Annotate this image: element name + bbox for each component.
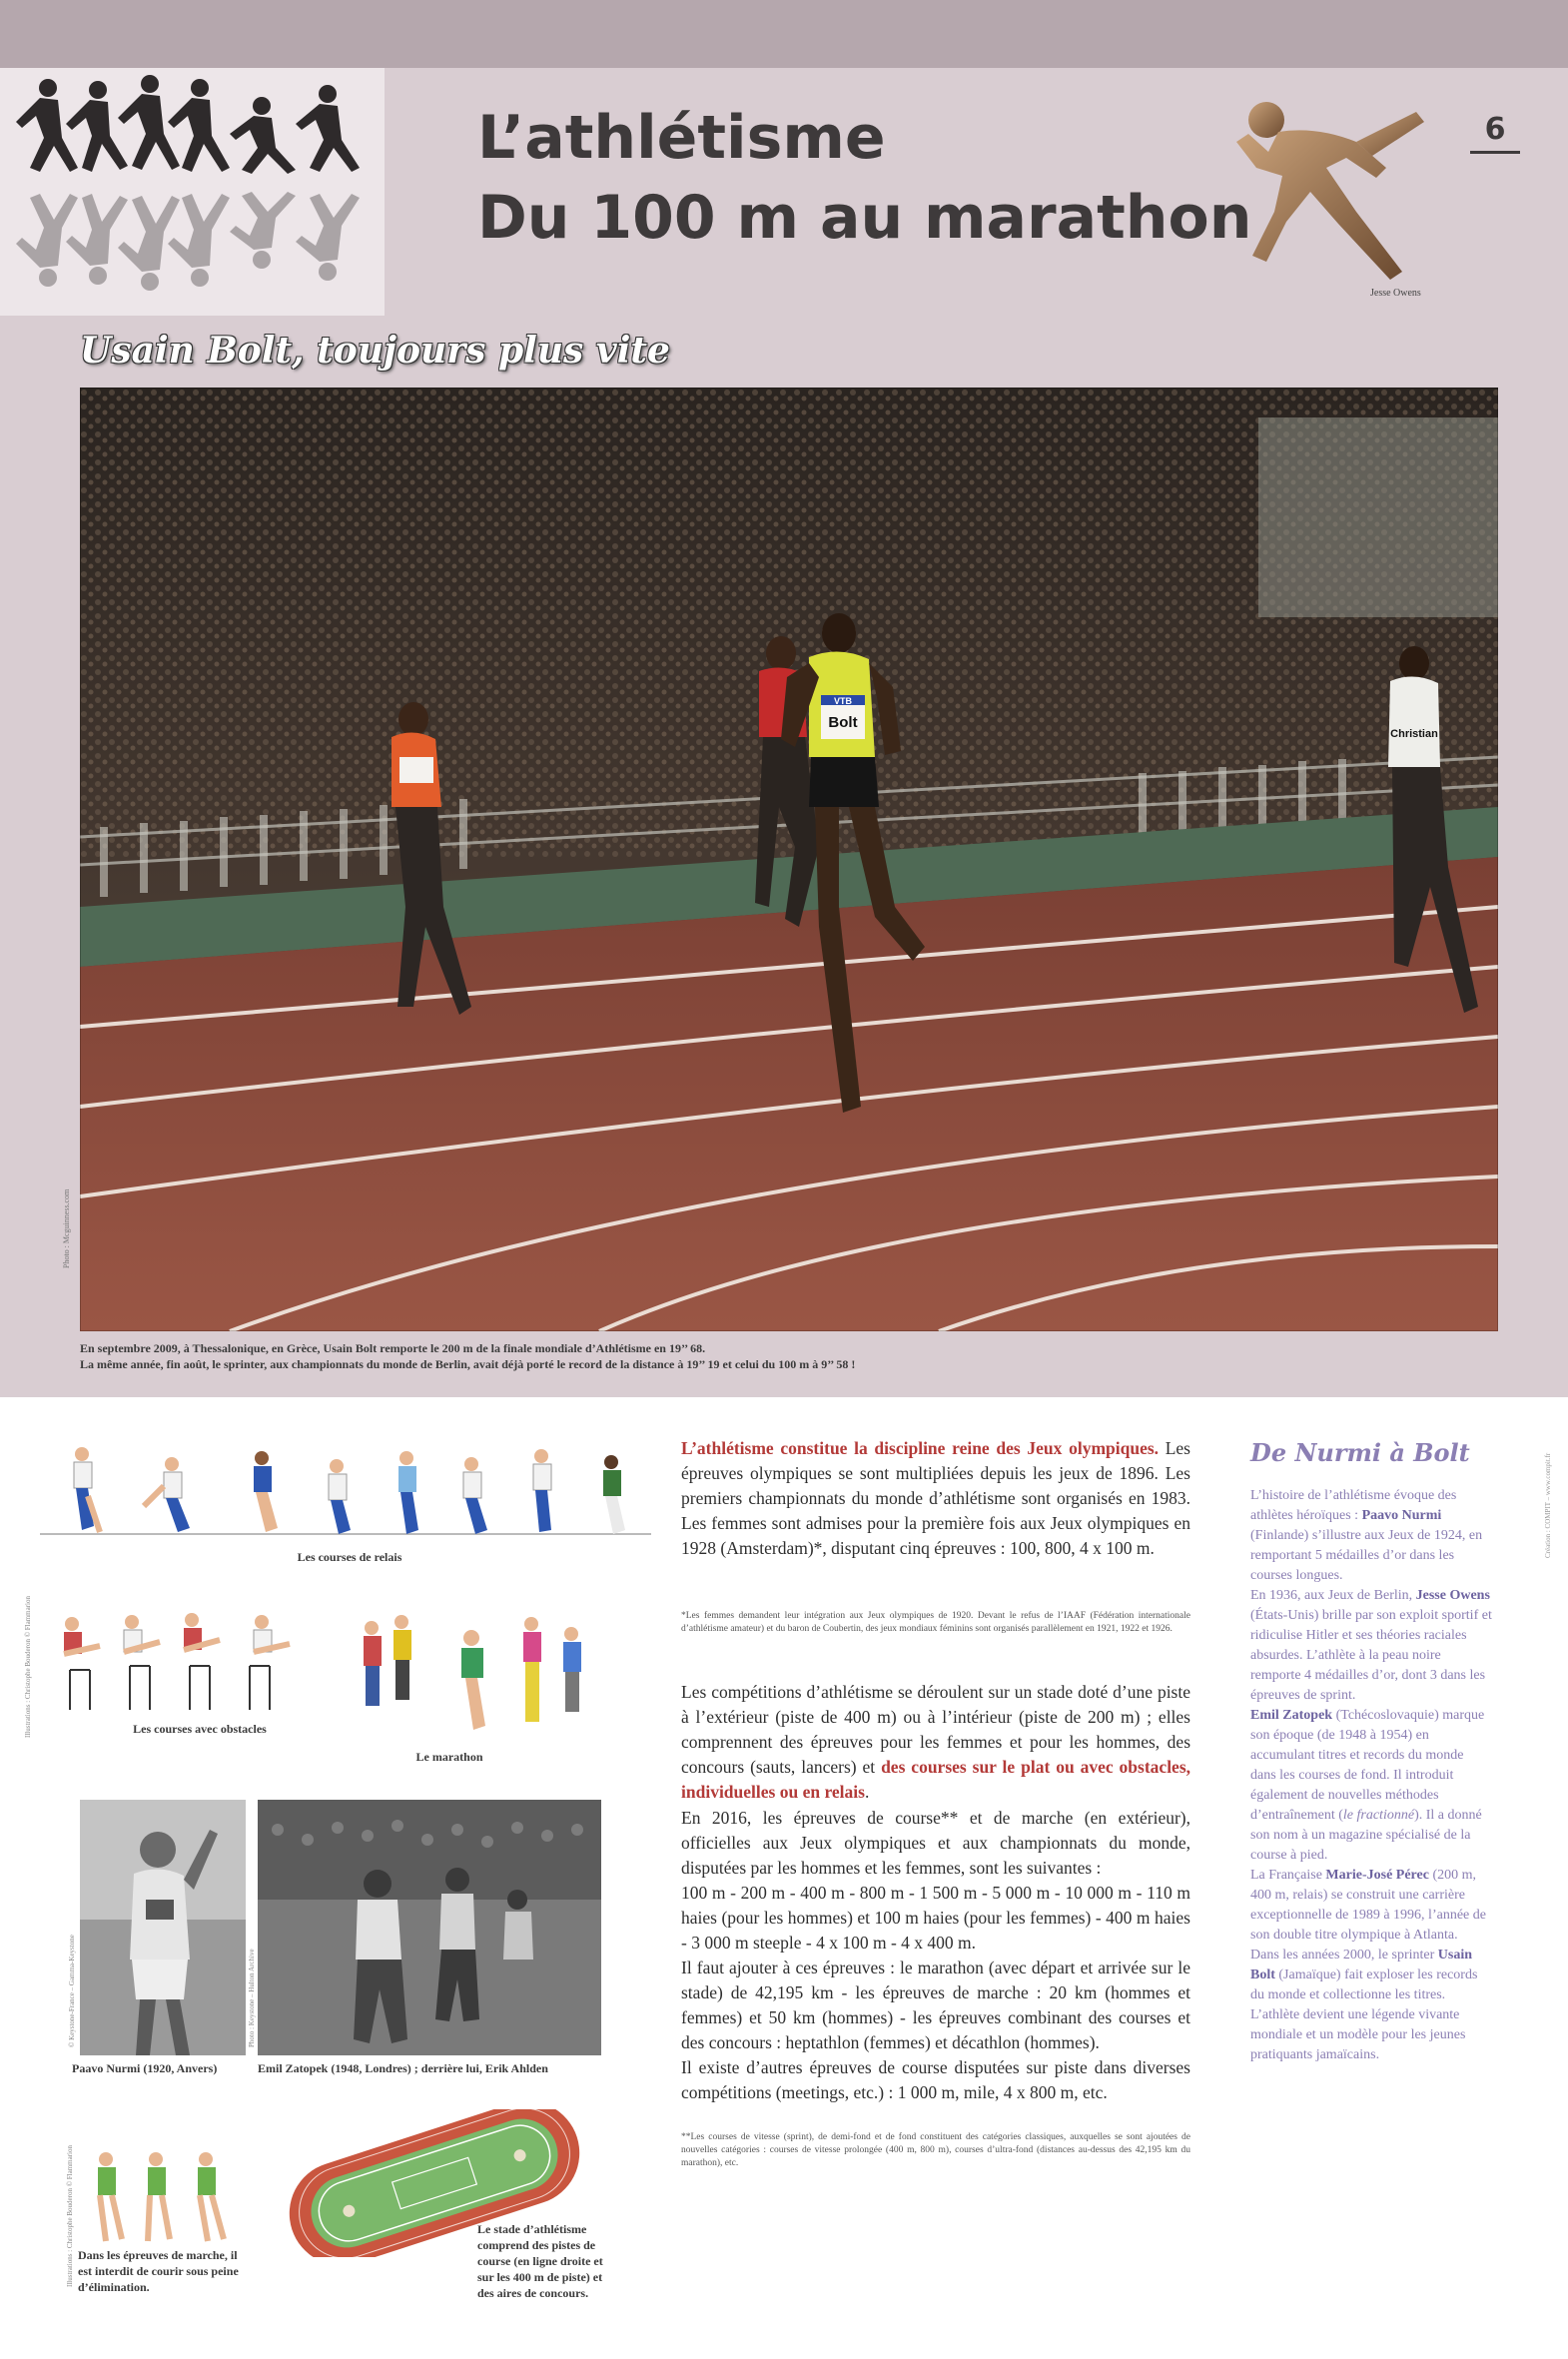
race-walking-illustration	[80, 2147, 250, 2247]
sidebar-text: Dans les années 2000, le sprinter	[1250, 1948, 1438, 1963]
top-color-band	[0, 0, 1568, 68]
usain-bolt-race-photo	[80, 388, 1498, 1331]
competitions-highlight: des courses sur le plat ou avec obstacles, individuelles ou en relais	[681, 1757, 1191, 1802]
events-intro: En 2016, les épreuves de course** et de marche (en extérieur), officielles aux Jeux olympiques et aux championnats du monde, disputées par les hommes et les femmes, sont les suivantes :	[681, 1808, 1190, 1878]
relay-caption: Les courses de relais	[297, 1550, 402, 1564]
intro-lead: L’athlétisme constitue la discipline reine des Jeux olympiques.	[681, 1438, 1160, 1458]
runner-silhouette	[296, 85, 360, 172]
photo-subtitle: Usain Bolt, toujours plus vite	[80, 330, 670, 372]
footnote-women: *Les femmes demandent leur intégration aux Jeux olympiques de 1920. Devant le refus de l’IAAF (Fédération internationale d’athlétisme amateur) et du baron de Coubertin, des jeux mondiaux féminins sont organisés parallèlement en 1921, 1922 et 1926.	[681, 1611, 1190, 1634]
events-other: Il existe d’autres épreuves de course disputées sur piste dans diverses compétitions (meetings, etc.) : 1 000 m, mile, 4 x 800 m, etc.	[681, 2057, 1190, 2102]
sidebar-text: En 1936, aux Jeux de Berlin,	[1250, 1588, 1416, 1603]
sidebar-text: ). Il a donné son nom à un magazine spécialisé de la course à pied.	[1250, 1808, 1482, 1863]
intro-paragraph	[681, 1436, 1190, 1561]
relay-illustration	[40, 1438, 651, 1548]
nurmi-caption: Paavo Nurmi (1920, Anvers)	[72, 2061, 218, 2075]
intro-text: Les épreuves olympiques se sont multipliées depuis les jeux de 1896. Les premiers championnats du monde d’athlétisme sont organisés en 1983. Les femmes sont admises pour la première fois aux Jeux olympiques en 1928 (Amsterdam)*, disputant cinq épreuves : 100, 800, 4 x 100 m.	[681, 1438, 1190, 1558]
competitions-end: .	[864, 1782, 870, 1802]
events-list: 100 m - 200 m - 400 m - 800 m - 1 500 m - 5 000 m - 10 000 m - 110 m haies (pour les hommes) et 100 m haies (pour les femmes) - 400 m haies - 3 000 m steeple - 4 x 100 m - 4 x 400 m.	[681, 1883, 1190, 1953]
sidebar-body	[1250, 1486, 1492, 2065]
footnote-categories: **Les courses de vitesse (sprint), de demi-fond et de fond constituent des catégories classiques, auxquelles se sont ajoutées de nouvelles catégories : courses de vitesse prolongée (400 m, 800 m), courses d’ultra-fond (distances au-dessus des 42,195 km du marathon), etc.	[681, 2132, 1190, 2168]
design-credit: Création : COMPIT – www.compit.fr	[1544, 1452, 1552, 1558]
zatopek-caption: Emil Zatopek (1948, Londres) ; derrière lui, Erik Ahlden	[258, 2061, 548, 2075]
runner-silhouette	[168, 79, 230, 172]
sidebar-text: (États-Unis) brille par son exploit sportif et ridiculise Hitler et ses théories raciales absurdes. L’athlète à la peau noire remporte 4 médailles d’or, dont 3 dans les épreuves de sprint.	[1250, 1608, 1492, 1703]
nurmi-photo	[80, 1800, 246, 2055]
bib-name: Bolt	[828, 714, 858, 731]
stadium-caption: Le stade d’athlétisme comprend des pistes de course (en ligne droite et sur les 400 m de piste) et des aires de concours.	[477, 2222, 603, 2300]
page-number: 6	[1470, 112, 1520, 154]
sidebar-term-fractionne: le fractionné	[1342, 1808, 1415, 1823]
sidebar-text: La Française	[1250, 1868, 1326, 1883]
photo-credit: Photo : Mcguinness.com	[62, 1188, 71, 1268]
bib-name-right: Christian	[1390, 728, 1438, 740]
competitions-paragraph	[681, 1680, 1190, 1805]
competitions-text: Les compétitions d’athlétisme se déroulent sur un stade doté d’une piste à l’extérieur (piste de 400 m) ou à l’intérieur (piste de 200 m) ; elles comprennent des épreuves pour les femmes et pour les hommes, des concours (sauts, lancers) et	[681, 1682, 1190, 1777]
hurdles-caption: Les courses avec obstacles	[133, 1722, 267, 1736]
marathon-caption: Le marathon	[415, 1750, 483, 1764]
owens-label: Jesse Owens	[1370, 288, 1421, 299]
runners-silhouette-illustration	[0, 68, 385, 316]
sidebar-name-owens: Jesse Owens	[1415, 1588, 1490, 1603]
sidebar-text: (Finlande) s’illustre aux Jeux de 1924, en remportant 5 médailles d’or dans les courses longues.	[1250, 1528, 1483, 1583]
sidebar-name-zatopek: Emil Zatopek	[1250, 1708, 1333, 1723]
caption-line-2: La même année, fin août, le sprinter, aux championnats du monde de Berlin, avait déjà porté le record de la distance à 19’’ 19 et celui du 100 m à 9’’ 58 !	[80, 1357, 856, 1371]
events-2016-paragraph	[681, 1806, 1190, 2105]
sidebar-name-perec: Marie-José Pérec	[1325, 1868, 1429, 1883]
hurdles-illustration	[50, 1610, 320, 1720]
marathon-illustration	[350, 1610, 599, 1745]
sidebar-text: (Jamaïque) fait exploser les records du monde et collectionne les titres. L’athlète devient une légende vivante mondiale et un modèle pour les jeunes pratiquants jamaïcains.	[1250, 1967, 1478, 2062]
race-walking-caption: Dans les épreuves de marche, il est interdit de courir sous peine d’élimination.	[78, 2248, 239, 2294]
sidebar-text: (200 m, 400 m, relais) se construit une carrière exceptionnelle de 1989 à 1996, l’année de son double titre olympique à Atlanta.	[1250, 1868, 1486, 1943]
page-title	[477, 98, 1251, 258]
bib-sponsor: VTB	[834, 696, 852, 706]
title-line-1: L’athlétisme	[477, 103, 886, 173]
photo-caption	[80, 1340, 1478, 1372]
sidebar-name-nurmi: Paavo Nurmi	[1361, 1508, 1442, 1523]
caption-line-1: En septembre 2009, à Thessalonique, en Grèce, Usain Bolt remporte le 200 m de la finale mondiale d’Athlétisme en 19’’ 68.	[80, 1341, 706, 1355]
illustration-credit: Illustrations : Christophe Bouderon © Flammarion	[24, 1596, 32, 1738]
zatopek-photo	[258, 1800, 601, 2055]
nurmi-credit: © Keystone-France – Gamma-Keystone	[68, 1935, 76, 2047]
walk-credit: Illustrations : Christophe Bouderon © Flammarion	[66, 2145, 74, 2287]
runner-silhouette	[230, 97, 296, 174]
runner-silhouette	[66, 81, 128, 172]
page-header	[0, 68, 1568, 316]
sidebar-text: (Tchécoslovaquie) marque son époque (de 1948 à 1954) en accumulant titres et records du monde dans les courses de fond. Il introduit également de nouvelles méthodes d’entraînement (	[1250, 1708, 1485, 1823]
title-line-2: Du 100 m au marathon	[477, 183, 1252, 253]
zatopek-credit: Photo : Keystone – Hulton Archive	[248, 1949, 256, 2047]
sidebar-text: L’histoire de l’athlétisme évoque des athlètes héroïques :	[1250, 1488, 1457, 1523]
sidebar-title: De Nurmi à Bolt	[1250, 1438, 1470, 1467]
events-additional: Il faut ajouter à ces épreuves : le marathon (avec départ et arrivée sur le stade) de 42,195 km - les épreuves de marche : 20 km (hommes et femmes) et 50 km (hommes) - les épreuves combinant des courses et des concours : heptathlon (femmes) et décathlon (hommes).	[681, 1958, 1190, 2052]
jesse-owens-sculpture	[1226, 72, 1446, 294]
sidebar-name-bolt: Usain Bolt	[1250, 1948, 1473, 1982]
